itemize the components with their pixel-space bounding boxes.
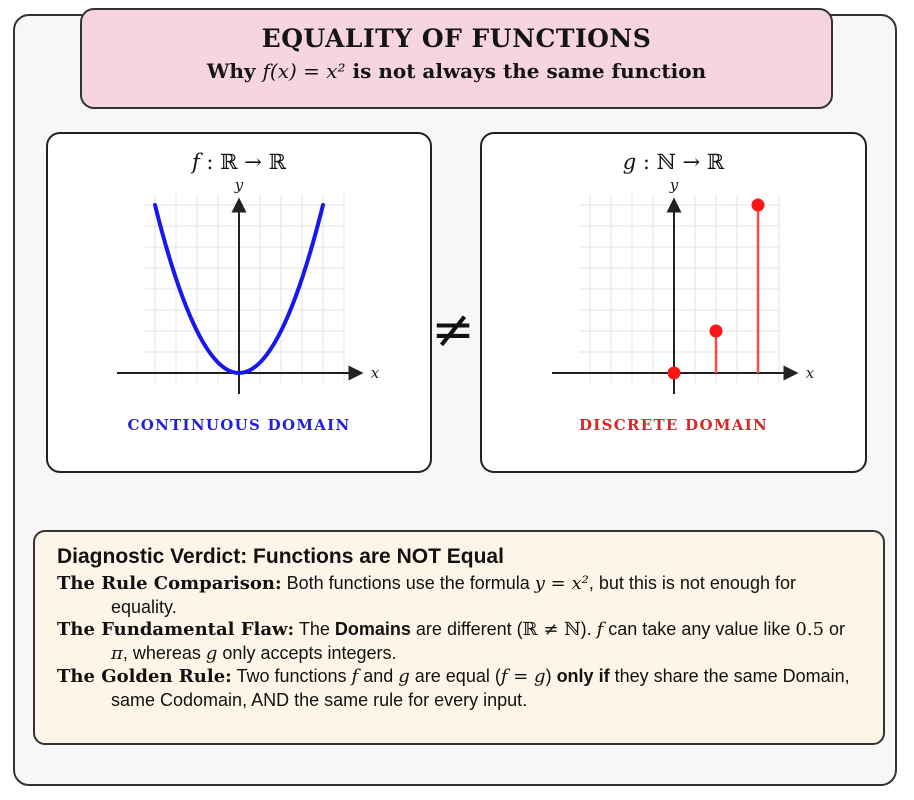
item-lead: The Golden Rule: — [57, 666, 232, 687]
y-axis-label: y — [669, 178, 678, 194]
continuous-domain-caption: CONTINUOUS DOMAIN — [127, 416, 351, 434]
subtitle-formula: f(x) = x² — [262, 59, 346, 83]
inline-formula: 0.5 — [795, 619, 825, 640]
verdict-box — [33, 530, 885, 745]
function-g-symbol: g — [622, 150, 637, 174]
right-panel-title — [482, 150, 865, 174]
inline-formula: π — [111, 642, 123, 664]
item-text: The — [294, 619, 335, 639]
data-point — [667, 367, 680, 380]
continuous-function-panel — [46, 132, 432, 473]
verdict-item-rule-comparison — [57, 572, 857, 618]
item-text: they share the same Domain, same Codomain, AND the same rule for every input. — [111, 666, 850, 710]
verdict-heading: Diagnostic Verdict: Functions are NOT Equal — [57, 545, 504, 568]
item-text: , whereas — [122, 642, 206, 663]
grid — [145, 195, 345, 384]
item-text: or — [824, 619, 846, 639]
item-lead: The Fundamental Flaw: — [57, 619, 295, 640]
continuous-graph — [79, 178, 399, 416]
header-box — [80, 8, 833, 109]
item-text: Both functions use the formula — [281, 573, 535, 593]
f-signature: : ℝ → ℝ — [199, 150, 287, 174]
left-panel-title — [48, 150, 430, 174]
item-text: and — [358, 666, 399, 686]
inline-formula: ℝ ≠ ℕ — [522, 619, 581, 640]
verdict-item-fundamental-flaw — [57, 618, 857, 665]
g-signature: : ℕ → ℝ — [636, 150, 725, 174]
discrete-graph — [514, 178, 834, 416]
item-text: can take any value like — [603, 619, 796, 639]
item-bold-text: Domains — [334, 619, 411, 639]
inline-formula: y = x² — [534, 573, 589, 594]
y-axis-label: y — [234, 178, 244, 194]
item-text: ) — [545, 666, 557, 686]
x-axis-label: x — [805, 364, 814, 382]
x-axis-label: x — [370, 364, 380, 382]
function-f-symbol: f — [191, 150, 200, 174]
discrete-function-panel — [480, 132, 867, 473]
subtitle-text-post: is not always the same function — [345, 59, 707, 83]
data-point — [709, 325, 722, 338]
verdict-item-golden-rule — [57, 665, 857, 711]
item-bold-text: only if — [556, 666, 610, 686]
item-text: are different ( — [410, 619, 523, 639]
header-title: EQUALITY OF FUNCTIONS — [261, 24, 652, 53]
inline-formula: g — [398, 666, 410, 687]
subtitle-text-pre: Why — [206, 59, 263, 83]
item-text: , but this is not enough for equality. — [111, 573, 796, 617]
item-text: are equal ( — [409, 666, 501, 686]
header-subtitle — [82, 59, 831, 83]
inline-formula: f = g — [500, 666, 546, 687]
item-lead: The Rule Comparison: — [57, 573, 282, 594]
item-text: Two functions — [231, 666, 352, 686]
inline-formula: f — [351, 666, 359, 687]
item-text: ). — [580, 619, 597, 639]
inline-formula: f — [596, 619, 604, 640]
item-text: only accepts integers. — [217, 642, 397, 663]
inline-formula: g — [205, 642, 218, 664]
grid — [579, 195, 779, 384]
discrete-domain-caption: DISCRETE DOMAIN — [578, 416, 769, 434]
data-point — [751, 199, 764, 212]
not-equal-symbol: ≠ — [431, 300, 475, 360]
